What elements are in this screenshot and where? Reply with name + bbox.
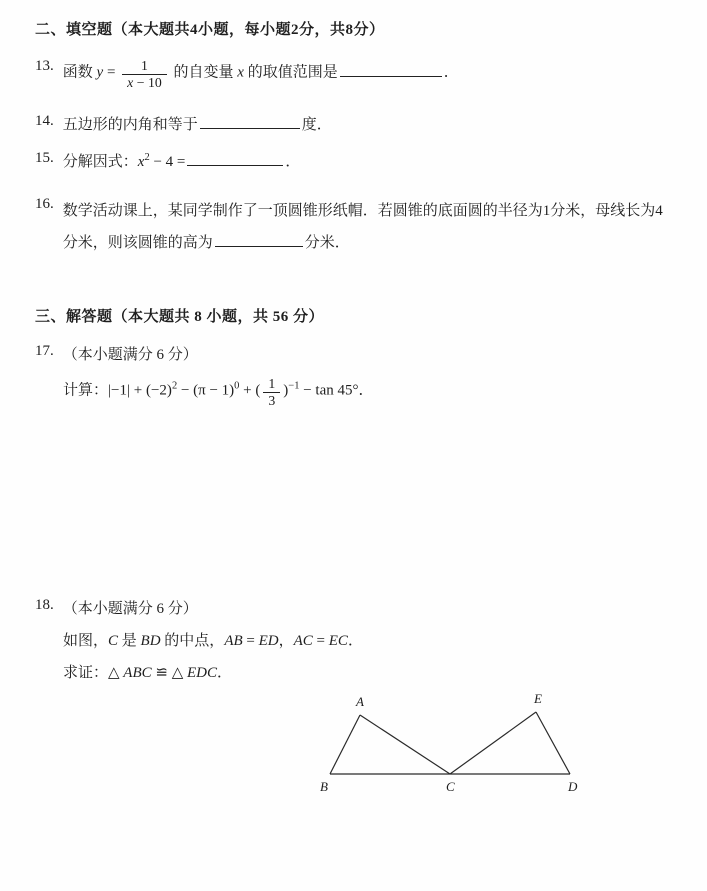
question-text: 数学活动课上，某同学制作了一顶圆锥形纸帽．若圆锥的底面圆的半径为1分米，母线长为4分米，则该圆锥的高为 分米． xyxy=(62,203,663,251)
abs-bars: | xyxy=(127,382,131,399)
question-number: 17. xyxy=(35,343,54,359)
abs-bars: | xyxy=(108,382,112,399)
vertex-label-E: E xyxy=(534,691,542,706)
triangle-figure-svg xyxy=(308,690,598,800)
section-2-heading: 二、填空题（本大题共4小题，每小题2分，共8分） xyxy=(35,22,385,38)
question-17-expression: 计算：$|-1| + (-2)^2 - (\pi - 1)^0$ + ( $\frac{1}{3}$ )$^{-1}$ − tan 45°． xyxy=(63,376,374,408)
segment-ED xyxy=(536,712,570,774)
question-text: 五边形的内角和等于 度． xyxy=(63,113,332,134)
question-13 xyxy=(35,58,459,91)
question-subtitle: （本小题满分 6 分） xyxy=(62,347,198,363)
question-number: 14. xyxy=(35,113,54,129)
question-17 xyxy=(35,343,198,364)
vertex-label-D: D xyxy=(568,779,578,794)
question-14 xyxy=(35,113,332,134)
question-number: 13. xyxy=(35,58,54,74)
answer-blank xyxy=(215,231,303,247)
question-16 xyxy=(35,196,675,259)
answer-blank xyxy=(200,113,300,129)
vertex-label-B: B xyxy=(320,779,328,794)
section-3-heading: 三、解答题（本大题共 8 小题，共 56 分） xyxy=(35,309,325,325)
question-text: 分解因式：$x^2 - 4$ = ． xyxy=(62,152,301,170)
vertex-label-A: A xyxy=(356,694,364,709)
question-number: 18. xyxy=(35,597,54,613)
question-number: 15. xyxy=(35,150,54,166)
segment-AB xyxy=(330,715,360,774)
question-15 xyxy=(35,150,300,171)
vertex-label-C: C xyxy=(446,779,455,794)
segment-AC xyxy=(360,715,450,774)
question-text: 函数 y = $\frac{1}{x - 10}$ 的自变量 x 的取值范围是 ． xyxy=(62,58,459,90)
answer-blank xyxy=(340,61,442,77)
question-subtitle: （本小题满分 6 分） xyxy=(62,601,198,617)
answer-blank xyxy=(187,150,283,166)
question-18-given: 如图，C 是 BD 的中点，AB = ED，AC = EC． xyxy=(63,633,363,649)
question-18-prove: 求证：△ ABC ≌ △ EDC． xyxy=(63,665,233,681)
triangle-figure xyxy=(308,690,598,800)
segment-EC xyxy=(450,712,536,774)
question-18 xyxy=(35,597,198,618)
question-number: 16. xyxy=(35,196,54,212)
